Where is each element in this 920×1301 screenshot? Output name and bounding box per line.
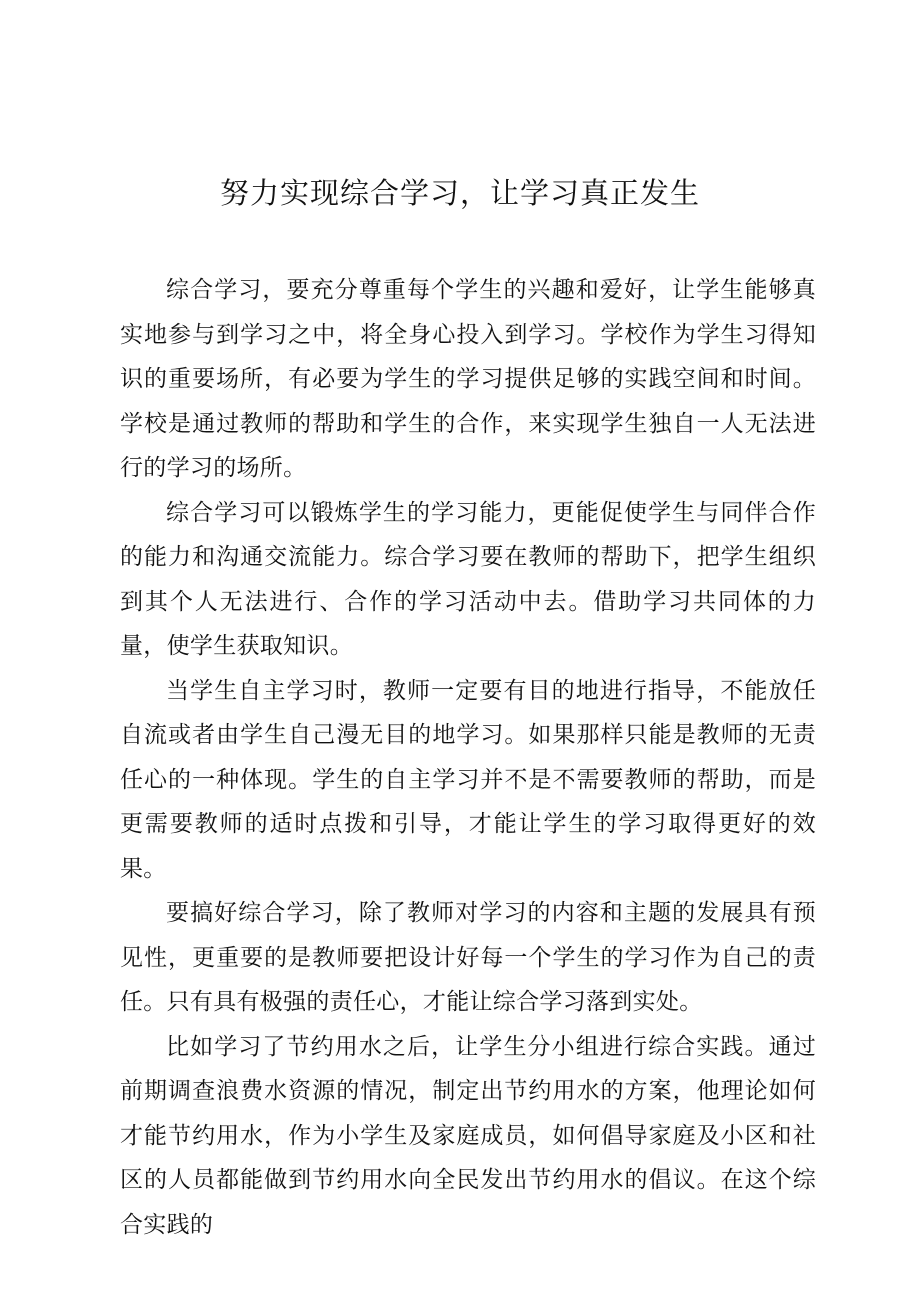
paragraph-3: 当学生自主学习时，教师一定要有目的地进行指导，不能放任自流或者由学生自己漫无目的地学习。如果那样只能是教师的无责任心的一种体现。学生的自主学习并不是不需要教师的帮助，而是更需要教师的适时点拨和引导，才能让学生的学习取得更好的效果。 xyxy=(120,677,816,882)
paragraph-1: 综合学习，要充分尊重每个学生的兴趣和爱好，让学生能够真实地参与到学习之中，将全身心投入到学习。学校作为学生习得知识的重要场所，有必要为学生的学习提供足够的实践空间和时间。学校是通过教师的帮助和学生的合作，来实现学生独自一人无法进行的学习的场所。 xyxy=(120,277,816,481)
paragraph-5: 比如学习了节约用水之后，让学生分小组进行综合实践。通过前期调查浪费水资源的情况，制定出节约用水的方案，他理论如何才能节约用水，作为小学生及家庭成员，如何倡导家庭及小区和社区的人员都能做到节约用水向全民发出节约用水的倡议。在这个综合实践的 xyxy=(120,1033,816,1238)
paragraph-4: 要搞好综合学习，除了教师对学习的内容和主题的发展具有预见性，更重要的是教师要把设计好每一个学生的学习作为自己的责任。只有具有极强的责任心，才能让综合学习落到实处。 xyxy=(120,900,816,1015)
paragraph-2: 综合学习可以锻炼学生的学习能力，更能促使学生与同伴合作的能力和沟通交流能力。综合学习要在教师的帮助下，把学生组织到其个人无法进行、合作的学习活动中去。借助学习共同体的力量，使学生获取知识。 xyxy=(120,499,816,659)
document-body xyxy=(120,268,816,1247)
document-title: 努力实现综合学习，让学习真正发生 xyxy=(219,176,700,210)
